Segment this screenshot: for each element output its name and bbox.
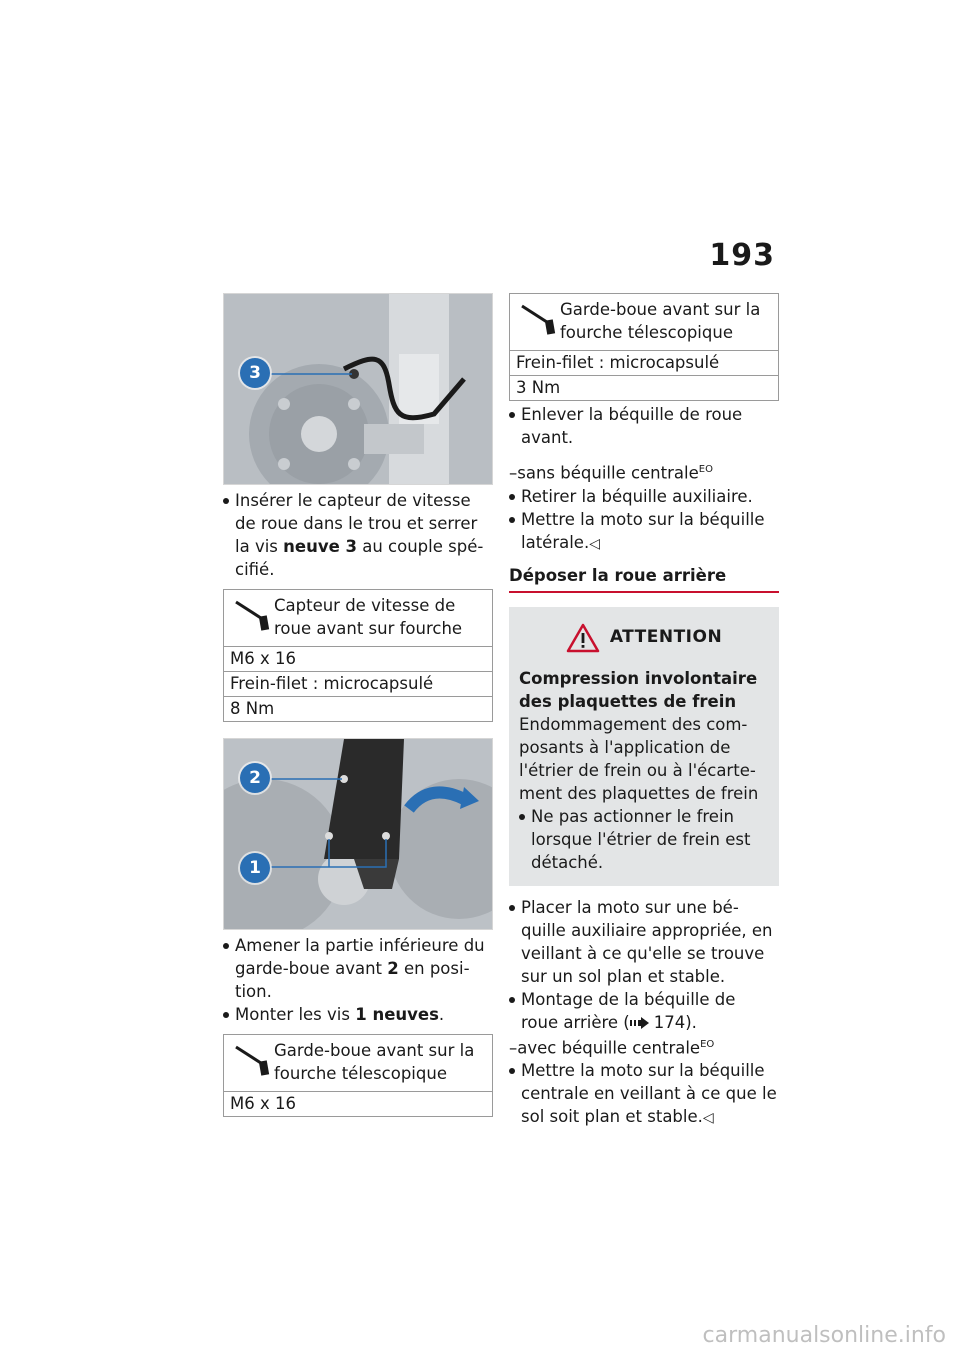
step-insert-sensor xyxy=(223,489,493,581)
step-text: Montage de la béquille de xyxy=(521,989,736,1009)
spec-title: fourche télescopique xyxy=(274,1064,447,1083)
step-aux-stand xyxy=(509,896,779,988)
step-mount-screws xyxy=(223,1003,493,1026)
step-text: Insérer le capteur de vitesse xyxy=(235,491,471,510)
spec-row: M6 x 16 xyxy=(230,1094,296,1113)
warning-box xyxy=(509,607,779,886)
step-text: Placer la moto sur une bé- xyxy=(521,897,739,917)
step-text: latérale. xyxy=(521,532,590,552)
spec-title: Garde-boue avant sur la xyxy=(274,1041,475,1060)
step-list-2 xyxy=(223,934,493,1026)
step-mount-rear-stand xyxy=(509,988,779,1034)
speed-sensor-illustration xyxy=(224,294,493,485)
spec-title: roue avant sur fourche xyxy=(274,619,463,638)
step-text: la vis xyxy=(235,537,284,556)
left-column xyxy=(223,293,493,1117)
condition-text: –avec béquille centrale xyxy=(509,1038,701,1057)
torque-wrench-icon xyxy=(230,594,274,634)
warning-header xyxy=(519,623,769,653)
warning-triangle-icon xyxy=(566,623,600,653)
warning-body-line: ment des plaquettes de frein xyxy=(519,783,759,803)
callout-3: 3 xyxy=(240,358,270,388)
spec-row: 3 Nm xyxy=(516,378,561,397)
step-text: centrale en veillant à ce que le xyxy=(521,1084,777,1103)
step-text: quille auxiliaire appropriée, en xyxy=(521,920,773,940)
end-mark-icon: ◁ xyxy=(589,535,600,552)
spec-row: 8 Nm xyxy=(230,699,275,718)
right-column xyxy=(509,293,779,1130)
spec-row: Frein-filet : microcapsulé xyxy=(510,351,778,376)
step-text: lorsque l'étrier de frein est xyxy=(531,829,751,849)
step-text: sur un sol plan et stable. xyxy=(521,966,726,986)
step-bold: neuve 3 xyxy=(283,537,357,556)
spec-title: fourche télescopique xyxy=(560,323,733,342)
figure-mudguard xyxy=(223,738,493,930)
section-title: Déposer la roue arrière xyxy=(509,566,779,593)
step-text: Amener la partie inférieure du xyxy=(235,936,485,955)
warning-action xyxy=(519,805,769,874)
warning-subtitle-line: Compression involontaire xyxy=(519,668,758,688)
step-side-stand xyxy=(509,508,779,556)
figure-speed-sensor xyxy=(223,293,493,485)
warning-body-line: posants à l'application de xyxy=(519,737,731,757)
warning-subtitle xyxy=(519,667,769,713)
step-text: garde-boue avant xyxy=(235,959,388,978)
step-list-6 xyxy=(509,1059,779,1130)
step-list-1 xyxy=(223,489,493,581)
step-text: avant. xyxy=(521,428,574,447)
step-centre-stand xyxy=(509,1059,779,1130)
step-text: ). xyxy=(685,1012,697,1032)
spec-table-mudguard xyxy=(223,1034,493,1117)
step-text: Retirer la béquille auxiliaire. xyxy=(521,486,753,506)
optional-equipment-mark: EO xyxy=(700,1038,715,1050)
step-remove-front-stand xyxy=(509,403,779,449)
warning-subtitle-line: des plaquettes de frein xyxy=(519,691,737,711)
spec-header xyxy=(224,1035,492,1092)
optional-equipment-mark: EO xyxy=(698,464,713,475)
spec-title: Garde-boue avant sur la xyxy=(560,300,761,319)
step-list-4 xyxy=(509,485,779,556)
step-text: . xyxy=(438,1005,445,1024)
spec-header xyxy=(224,590,492,647)
step-remove-aux-stand xyxy=(509,485,779,508)
warning-body xyxy=(519,713,769,805)
warning-body-line: Endommagement des com- xyxy=(519,714,748,734)
condition-with-centre-stand xyxy=(509,1034,779,1060)
step-text: roue arrière ( xyxy=(521,1012,630,1032)
spec-title: Capteur de vitesse de xyxy=(274,596,456,615)
warning-actions xyxy=(519,805,769,874)
spec-row: M6 x 16 xyxy=(224,647,492,672)
step-text: Mettre la moto sur la béquille xyxy=(521,1061,765,1080)
step-text: veillant à ce qu'elle se trouve xyxy=(521,943,765,963)
step-list-5 xyxy=(509,896,779,1034)
step-text: Enlever la béquille de roue xyxy=(521,405,743,424)
condition-text: –sans béquille centrale xyxy=(509,463,699,483)
step-position-mudguard xyxy=(223,934,493,1003)
page-number: 193 xyxy=(709,238,775,273)
footer-watermark: carmanualsonline.info xyxy=(702,1323,946,1348)
spec-table-mudguard-cont xyxy=(509,293,779,401)
step-text: en posi- xyxy=(398,959,470,978)
torque-wrench-icon xyxy=(516,298,560,338)
step-text: sol soit plan et stable. xyxy=(521,1107,703,1126)
end-mark-icon: ◁ xyxy=(702,1110,714,1126)
step-text: cifié. xyxy=(235,560,275,579)
step-text: tion. xyxy=(235,982,272,1001)
torque-wrench-icon xyxy=(230,1039,274,1079)
step-text: Mettre la moto sur la béquille xyxy=(521,509,765,529)
spec-table-speed-sensor xyxy=(223,589,493,722)
step-bold: 2 xyxy=(387,959,399,978)
warning-body-line: l'étrier de frein ou à l'écarte- xyxy=(519,760,756,780)
page-reference-arrow-icon xyxy=(630,1017,650,1029)
step-text: Ne pas actionner le frein xyxy=(531,806,734,826)
step-text: Monter les vis xyxy=(235,1005,356,1024)
step-text: détaché. xyxy=(531,852,604,872)
callout-2: 2 xyxy=(240,763,270,793)
page-reference[interactable]: 174 xyxy=(653,1012,686,1032)
step-text: de roue dans le trou et serrer xyxy=(235,514,478,533)
step-text: au couple spé- xyxy=(357,537,484,556)
spec-row: Frein-filet : microcapsulé xyxy=(224,672,492,697)
step-bold: 1 neuves xyxy=(355,1005,439,1024)
warning-title: ATTENTION xyxy=(609,627,723,647)
condition-without-centre-stand xyxy=(509,459,779,485)
step-list-3 xyxy=(509,403,779,449)
spec-header xyxy=(510,294,778,351)
callout-1: 1 xyxy=(240,853,270,883)
